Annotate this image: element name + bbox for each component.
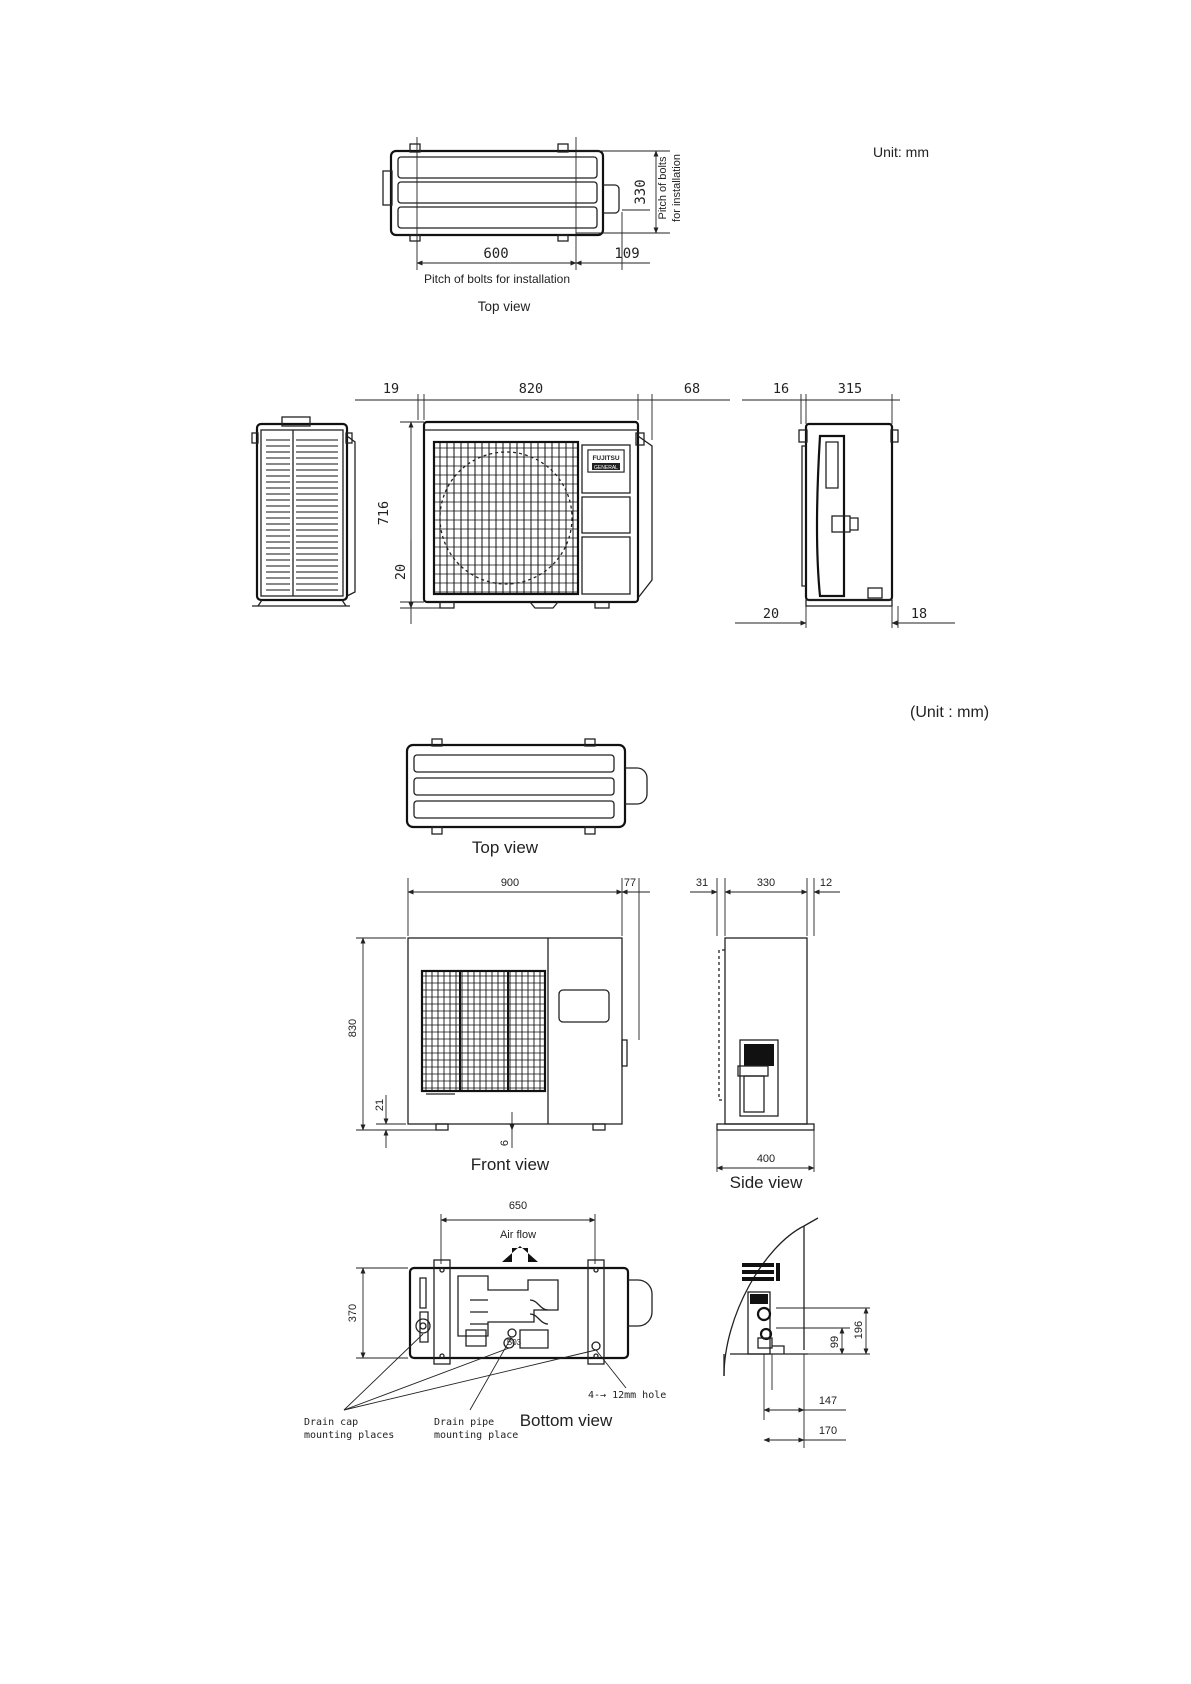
- detail2-dim-196: 196: [853, 1320, 865, 1340]
- drain-cap-label-1: Drain cap: [304, 1417, 359, 1428]
- top1-dim-depth: 330: [633, 179, 649, 205]
- front2-dim-height: 830: [347, 1018, 359, 1038]
- top2-caption: Top view: [471, 838, 539, 857]
- detail-view-2: [724, 1218, 870, 1448]
- top1-bolt-pitch-side-2: for installation: [671, 154, 683, 222]
- bottom-view-2: [344, 1214, 652, 1410]
- side2-dim-left: 31: [695, 877, 709, 889]
- drain-pipe-label-2: mounting place: [434, 1430, 519, 1441]
- top1-bolt-pitch-caption: Pitch of bolts for installation: [423, 272, 571, 286]
- top1-dim-offset: 109: [614, 246, 640, 262]
- side2-caption: Side view: [729, 1173, 803, 1192]
- brand-line-1: FUJITSU: [592, 455, 620, 462]
- drain-cap-label-2: mounting places: [304, 1430, 395, 1441]
- front1-dim-width: 820: [518, 381, 544, 397]
- bottom2-hole-label: 4-→ 12mm hole: [588, 1390, 667, 1401]
- front1-brand-badge: [588, 450, 624, 472]
- bottom2-dim-pitch: 650: [508, 1200, 528, 1212]
- unit-label-2: (Unit : mm): [910, 704, 990, 721]
- side2-dim-base: 400: [756, 1153, 776, 1165]
- front2-caption: Front view: [470, 1155, 550, 1174]
- side-view-1: [735, 394, 955, 628]
- front1-dim-right: 68: [683, 381, 701, 397]
- drain-pipe-label-1: Drain pipe: [434, 1417, 495, 1428]
- front1-dim-height: 716: [376, 500, 392, 526]
- detail2-dim-170: 170: [818, 1425, 838, 1437]
- bottom2-airflow-label: Air flow: [499, 1229, 537, 1241]
- left-view-1: [252, 417, 355, 606]
- bottom2-caption: Bottom view: [519, 1411, 613, 1430]
- front-view-1: [355, 394, 730, 624]
- front1-dim-left: 19: [382, 381, 400, 397]
- bottom2-hole-code: B03: [506, 1338, 522, 1347]
- side1-dim-foot-left: 20: [762, 606, 780, 622]
- side1-dim-foot-right: 18: [910, 606, 928, 622]
- top1-caption: Top view: [477, 299, 531, 314]
- side1-dim-left: 16: [772, 381, 790, 397]
- front2-dim-width: 900: [500, 877, 520, 889]
- top-view-2: [407, 739, 647, 834]
- top1-bolt-pitch-side-1: Pitch of bolts: [657, 156, 669, 220]
- side2-dim-right: 12: [819, 877, 833, 889]
- detail2-dim-99: 99: [829, 1335, 841, 1349]
- side2-dim-depth: 330: [756, 877, 776, 889]
- bottom2-dim-depth: 370: [347, 1303, 359, 1323]
- unit-label-1: Unit: mm: [873, 144, 929, 160]
- top1-dim-width: 600: [483, 246, 509, 262]
- front1-dim-foot: 20: [393, 563, 409, 581]
- side1-dim-depth: 315: [837, 381, 863, 397]
- brand-line-2: GENERAL: [594, 465, 618, 471]
- detail2-dim-147: 147: [818, 1395, 838, 1407]
- front-view-2: [356, 878, 650, 1148]
- front2-dim-foot: 21: [374, 1098, 386, 1112]
- side-view-2: [690, 878, 840, 1172]
- front2-dim-bottom: 6: [499, 1139, 511, 1147]
- front2-dim-right: 77: [623, 877, 637, 889]
